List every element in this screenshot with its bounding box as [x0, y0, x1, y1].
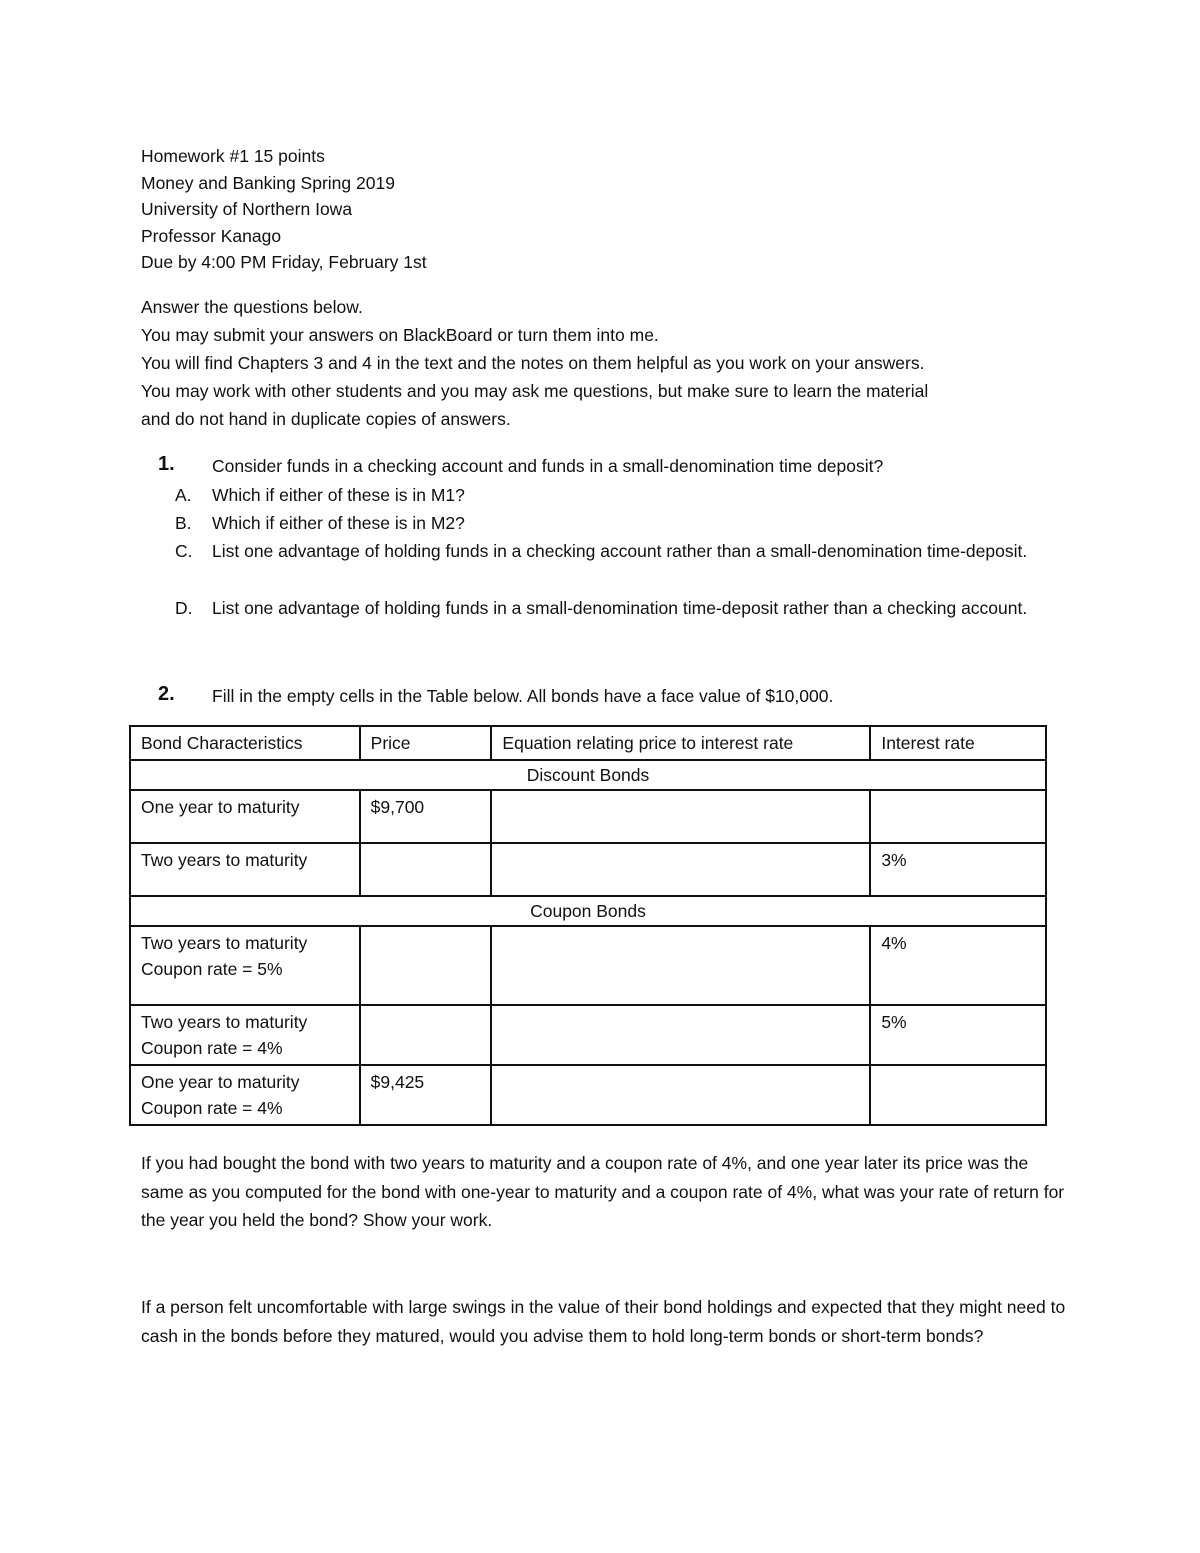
rate-of-return-question: If you had bought the bond with two years to maturity and a coupon rate of 4%, and one year later its price was the same as you computed for the bond with one-year to maturity and a coupon rate of 4%, what was your rate of return for the year you held the bond? Show your work.	[141, 1153, 1065, 1230]
header-university: University of Northern Iowa	[141, 199, 353, 219]
price-cell	[360, 1005, 492, 1065]
coupon-bonds-section-label: Coupon Bonds	[130, 896, 1046, 926]
column-header: Equation relating price to interest rate	[491, 726, 870, 760]
instruction-line: Answer the questions below.	[141, 297, 363, 317]
interest-rate-cell: 5%	[870, 1005, 1046, 1065]
table-row	[130, 1065, 1046, 1125]
instruction-line: You may work with other students and you may ask me questions, but make sure to learn the material	[141, 381, 929, 401]
bond-characteristics-cell	[130, 926, 360, 1005]
instruction-line: and do not hand in duplicate copies of answers.	[141, 409, 511, 429]
instruction-line: You may submit your answers on BlackBoard or turn them into me.	[141, 325, 659, 345]
section-row	[130, 896, 1046, 926]
instruction-line: You will find Chapters 3 and 4 in the text and the notes on them helpful as you work on your answers.	[141, 353, 925, 373]
equation-cell	[491, 1065, 870, 1125]
maturity-text: Two years to maturity	[141, 1012, 308, 1032]
bond-characteristics-cell	[130, 1005, 360, 1065]
question-1-part-text: List one advantage of holding funds in a small-denomination time-deposit rather than a checking account.	[212, 598, 1028, 618]
interest-rate-cell	[870, 1065, 1046, 1125]
maturity-text: Two years to maturity	[141, 933, 308, 953]
bond-characteristics-cell: Two years to maturity	[130, 843, 360, 896]
table-row	[130, 1005, 1046, 1065]
column-header: Bond Characteristics	[130, 726, 360, 760]
equation-cell	[491, 1005, 870, 1065]
column-header: Price	[360, 726, 492, 760]
bond-characteristics-cell	[130, 1065, 360, 1125]
price-cell	[360, 926, 492, 1005]
table-row	[130, 926, 1046, 1005]
equation-cell	[491, 843, 870, 896]
question-1-part-letter: D.	[175, 598, 193, 618]
maturity-text: One year to maturity	[141, 1072, 300, 1092]
header-professor: Professor Kanago	[141, 226, 282, 246]
equation-cell	[491, 926, 870, 1005]
question-2-text: Fill in the empty cells in the Table below. All bonds have a face value of $10,000.	[212, 686, 834, 706]
question-1-number: 1.	[158, 453, 175, 475]
price-cell: $9,425	[360, 1065, 492, 1125]
section-row	[130, 760, 1046, 790]
question-1-part-letter: C.	[175, 541, 193, 561]
question-1-part-text: Which if either of these is in M1?	[212, 485, 465, 505]
discount-bonds-section-label: Discount Bonds	[130, 760, 1046, 790]
coupon-rate-text: Coupon rate = 4%	[141, 1098, 283, 1118]
table-row	[130, 790, 1046, 843]
interest-rate-cell: 4%	[870, 926, 1046, 1005]
bond-advice-question: If a person felt uncomfortable with large swings in the value of their bond holdings and expected that they might need to cash in the bonds before they matured, would you advise them to hold long-term bonds or short-term bonds?	[141, 1297, 1066, 1346]
question-1-text: Consider funds in a checking account and funds in a small-denomination time deposit?	[212, 456, 884, 476]
bond-characteristics-cell: One year to maturity	[130, 790, 360, 843]
price-cell: $9,700	[360, 790, 492, 843]
table-header-row	[130, 726, 1046, 760]
column-header: Interest rate	[870, 726, 1046, 760]
question-1-part-letter: A.	[175, 485, 192, 505]
bond-table	[129, 725, 1047, 1126]
coupon-rate-text: Coupon rate = 4%	[141, 1038, 283, 1058]
header-course: Money and Banking Spring 2019	[141, 173, 395, 193]
interest-rate-cell: 3%	[870, 843, 1046, 896]
price-cell	[360, 843, 492, 896]
question-1-part-text: Which if either of these is in M2?	[212, 513, 465, 533]
question-2-number: 2.	[158, 683, 175, 705]
question-1-part-letter: B.	[175, 513, 192, 533]
header-assignment: Homework #1 15 points	[141, 146, 325, 166]
question-1-part-text: List one advantage of holding funds in a checking account rather than a small-denomination time-deposit.	[212, 541, 1028, 561]
header-due-date: Due by 4:00 PM Friday, February 1st	[141, 252, 427, 272]
coupon-rate-text: Coupon rate = 5%	[141, 959, 283, 979]
equation-cell	[491, 790, 870, 843]
table-row	[130, 843, 1046, 896]
interest-rate-cell	[870, 790, 1046, 843]
